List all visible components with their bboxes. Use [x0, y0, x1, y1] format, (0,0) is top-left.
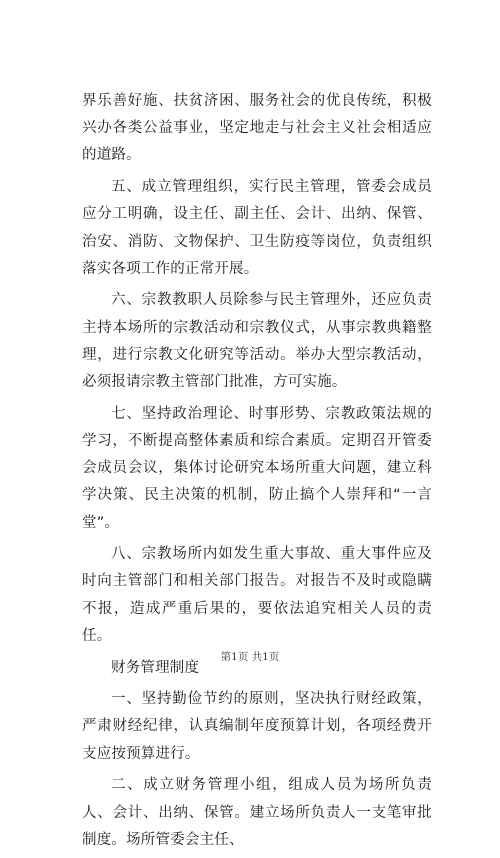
finance-item-1: 一、坚持勤俭节约的原则，坚决执行财经政策，严肃财经纪律，认真编制年度预算计划，各项经费开支应按预算进行。 — [82, 691, 432, 762]
document-body — [82, 88, 432, 858]
paragraph-item-5: 五、成立管理组织，实行民主管理，管委会成员应分工明确，设主任、副主任、会计、出纳、保管、治安、消防、文物保护、卫生防疫等岗位，负责组织落实各项工作的正常开展。 — [82, 179, 432, 277]
paragraph-item-7: 七、坚持政治理论、时事形势、宗教政策法规的学习，不断提高整体素质和综合素质。定期召开管委会成员会议，集体讨论研究本场所重大问题，建立科学决策、民主决策的机制，防止搞个人崇拜和“一言堂”。 — [82, 405, 432, 531]
paragraph-item-8: 八、宗教场所内如发生重大事故、重大事件应及时向主管部门和相关部门报告。对报告不及时或隐瞒不报，造成严重后果的，要依法追究相关人员的责任。 — [82, 546, 432, 644]
page-footer: 第1页 共1页 — [220, 651, 280, 663]
paragraph-item-6: 六、宗教教职人员除参与民主管理外，还应负责主持本场所的宗教活动和宗教仪式，从事宗教典籍整理，进行宗教文化研究等活动。举办大型宗教活动，必须报请宗教主管部门批准，方可实施。 — [82, 292, 432, 391]
paragraph-continuation: 界乐善好施、扶贫济困、服务社会的优良传统，积极兴办各类公益事业，坚定地走与社会主义社会相适应的道路。 — [82, 93, 432, 164]
section-heading-finance: 财务管理制度 — [111, 659, 200, 676]
finance-item-2: 二、成立财务管理小组，组成人员为场所负责人、会计、出纳、保管。建立场所负责人一支笔审批制度。场所管委会主任、 — [82, 777, 432, 848]
